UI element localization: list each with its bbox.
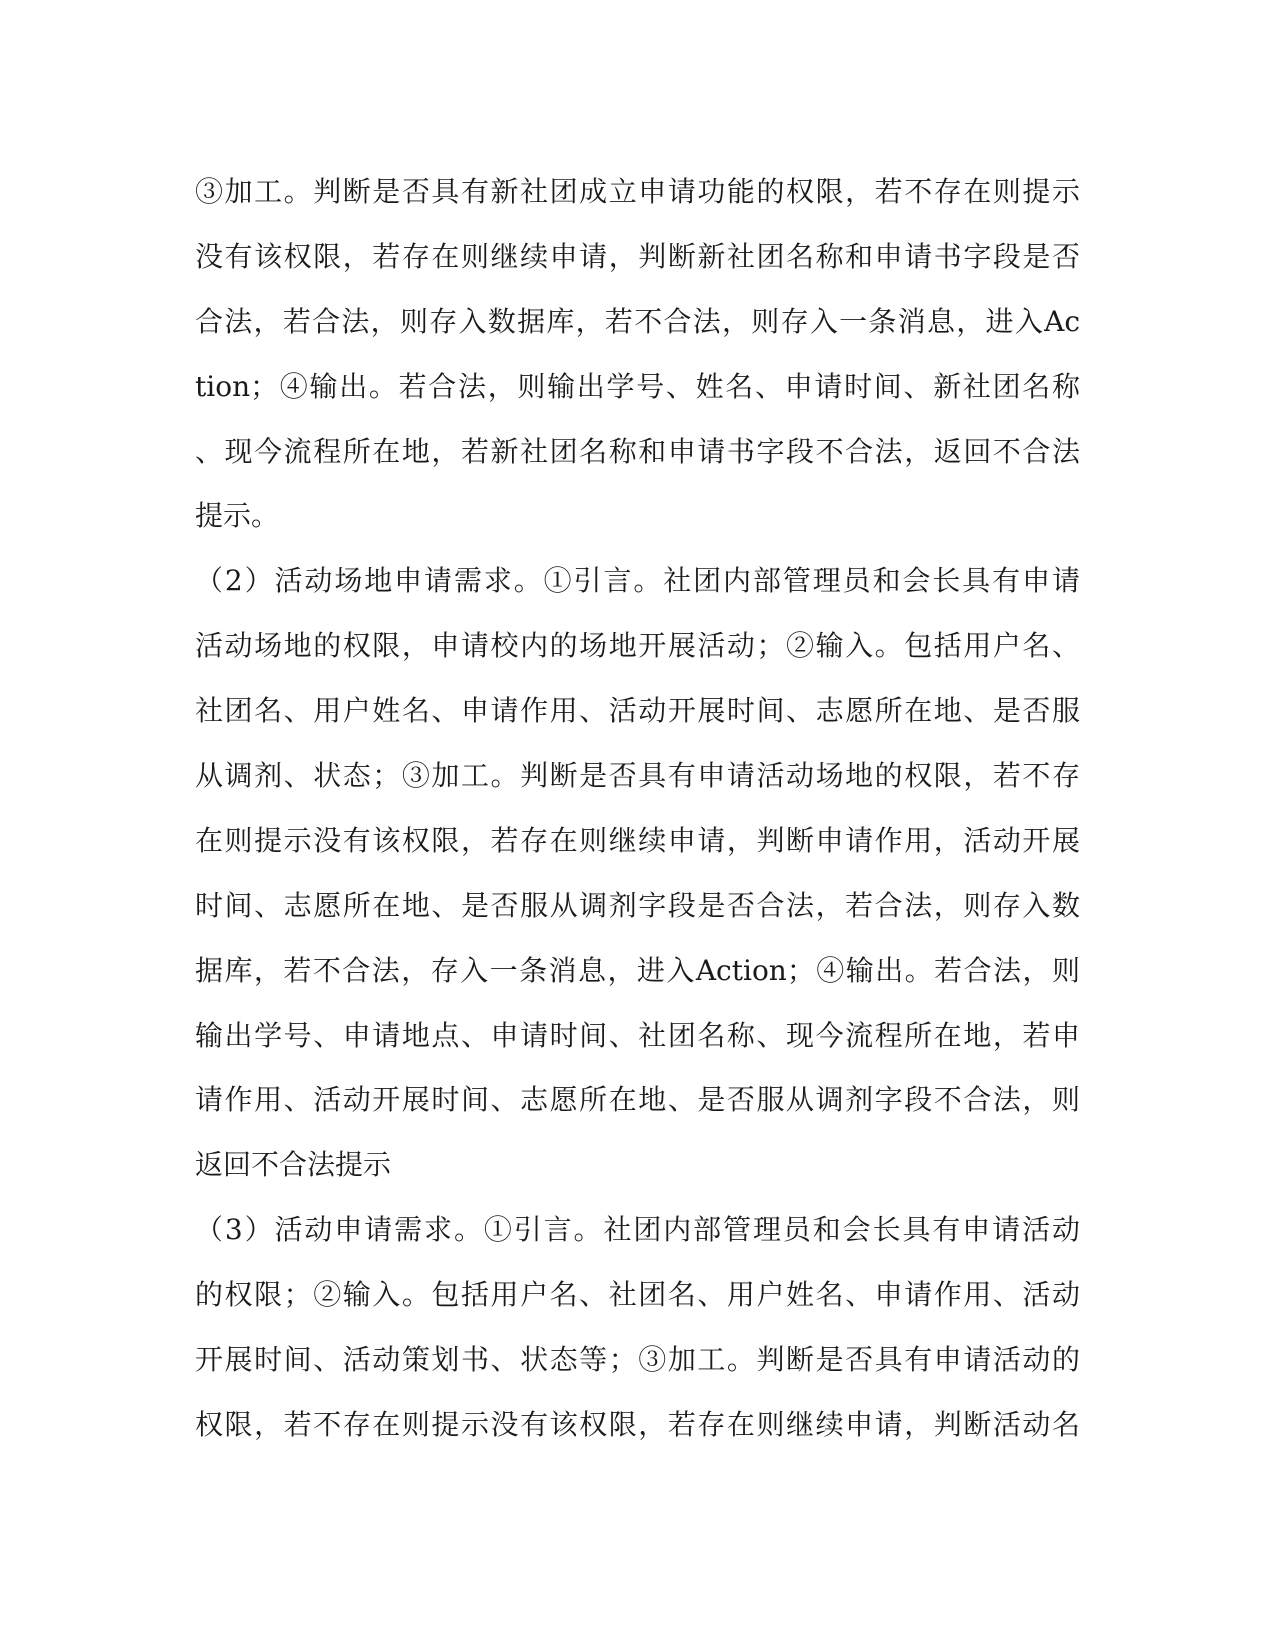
text-line: 、现今流程所在地，若新社团名称和申请书字段不合法，返回不合法 [195, 434, 1080, 468]
text-line: 时间、志愿所在地、是否服从调剂字段是否合法，若合法，则存入数 [195, 888, 1080, 922]
text-line: tion；④输出。若合法，则输出学号、姓名、申请时间、新社团名称 [195, 369, 1080, 403]
text-line: 活动场地的权限，申请校内的场地开展活动；②输入。包括用户名、 [195, 629, 1080, 663]
text-line: 社团名、用户姓名、申请作用、活动开展时间、志愿所在地、是否服 [195, 694, 1080, 728]
text-line: （3）活动申请需求。①引言。社团内部管理员和会长具有申请活动 [195, 1213, 1080, 1247]
text-line: 据库，若不合法，存入一条消息，进入Action；④输出。若合法，则 [195, 953, 1080, 987]
text-line: 权限，若不存在则提示没有该权限，若存在则继续申请，判断活动名 [195, 1407, 1080, 1441]
text-line: 返回不合法提示 [195, 1148, 392, 1182]
text-line: （2）活动场地申请需求。①引言。社团内部管理员和会长具有申请 [195, 564, 1080, 598]
text-line: 的权限；②输入。包括用户名、社团名、用户姓名、申请作用、活动 [195, 1278, 1080, 1312]
text-line: 开展时间、活动策划书、状态等；③加工。判断是否具有申请活动的 [195, 1343, 1080, 1377]
text-line: 没有该权限，若存在则继续申请，判断新社团名称和申请书字段是否 [195, 239, 1080, 273]
text-line: 合法，若合法，则存入数据库，若不合法，则存入一条消息，进入Ac [195, 304, 1080, 338]
text-line: ③加工。判断是否具有新社团成立申请功能的权限，若不存在则提示 [195, 175, 1080, 208]
text-line: 在则提示没有该权限，若存在则继续申请，判断申请作用，活动开展 [195, 823, 1080, 857]
body-text [195, 160, 1080, 1458]
text-line: 提示。 [195, 499, 280, 533]
text-line: 输出学号、申请地点、申请时间、社团名称、现今流程所在地，若申 [195, 1018, 1080, 1052]
text-line: 从调剂、状态；③加工。判断是否具有申请活动场地的权限，若不存 [195, 759, 1080, 793]
text-line: 请作用、活动开展时间、志愿所在地、是否服从调剂字段不合法，则 [195, 1083, 1080, 1117]
